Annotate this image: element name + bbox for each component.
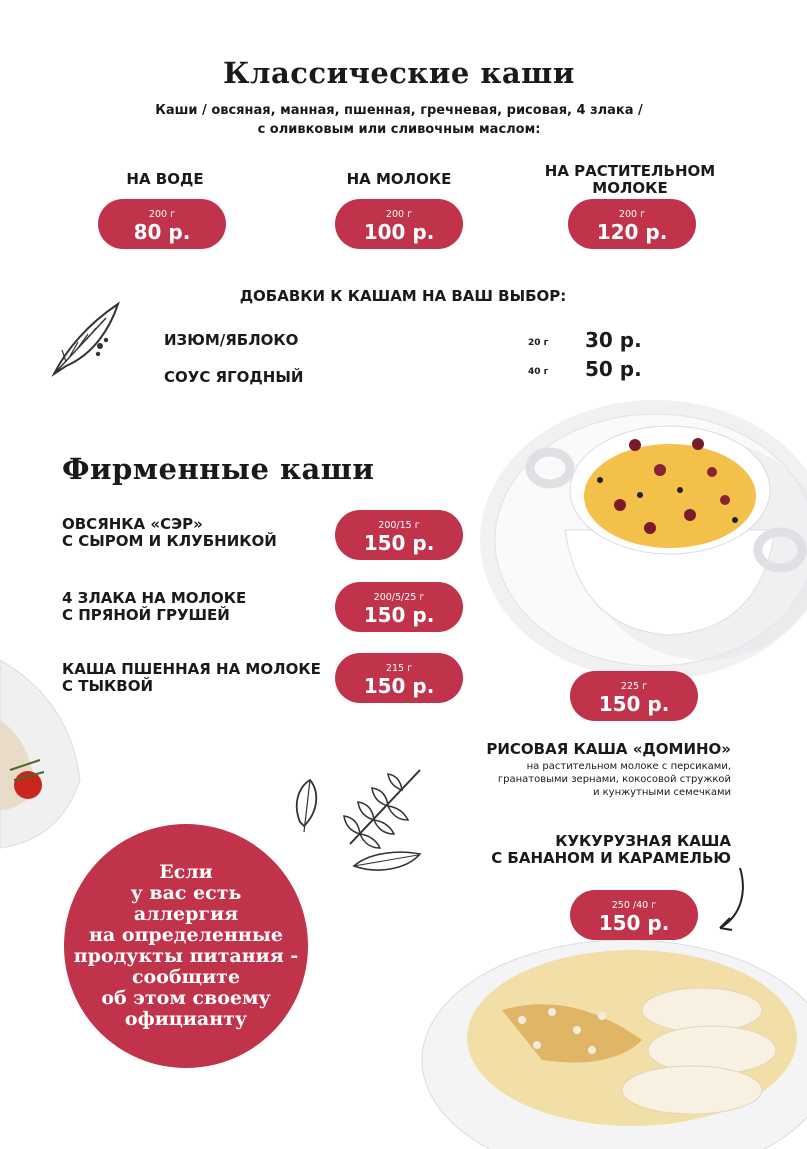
allergy-line: об этом своему — [101, 987, 271, 1009]
signature-title: Фирменные каши — [62, 452, 375, 486]
price-pill-4-grains — [335, 582, 463, 632]
price-pill-price: 150 р. — [363, 531, 435, 555]
signature-item-name-line2: С ПРЯНОЙ ГРУШЕЙ — [62, 606, 230, 624]
addon-price: 50 р. — [585, 357, 642, 381]
price-pill-millet — [335, 653, 463, 703]
price-pill-price: 150 р. — [598, 911, 670, 935]
signature-item-name-line1: ОВСЯНКА «СЭР» — [62, 515, 203, 533]
price-pill-price: 80 р. — [133, 220, 191, 244]
corn-porridge-name — [491, 833, 731, 867]
rice-domino-desc-line2: гранатовыми зернами, кокосовой стружкой — [497, 774, 731, 785]
price-pill-weight: 250 /40 г — [611, 900, 657, 911]
allergy-line: Если — [159, 861, 213, 883]
addon-name: СОУС ЯГОДНЫЙ — [164, 368, 304, 386]
signature-item-name-line1: КАША ПШЕННАЯ НА МОЛОКЕ — [62, 660, 321, 678]
addon-weight: 40 г — [528, 367, 549, 377]
signature-item-name-line2: С ТЫКВОЙ — [62, 677, 154, 695]
corn-porridge-name-line1: КУКУРУЗНАЯ КАША — [555, 832, 731, 850]
signature-item-name — [62, 590, 246, 624]
corn-porridge-name-line2: С БАНАНОМ И КАРАМЕЛЬЮ — [491, 849, 731, 867]
signature-item-name-line2: С СЫРОМ И КЛУБНИКОЙ — [62, 532, 277, 550]
price-pill-weight: 200 г — [385, 209, 413, 220]
addon-weight: 20 г — [528, 338, 549, 348]
allergy-notice — [64, 824, 308, 1068]
price-pill-price: 150 р. — [598, 692, 670, 716]
option-milk-label: НА МОЛОКЕ — [346, 170, 452, 188]
price-pill-price: 100 р. — [363, 220, 435, 244]
addon-name: ИЗЮМ/ЯБЛОКО — [164, 331, 299, 349]
side-plate-photo — [0, 660, 82, 850]
rice-domino-description — [498, 760, 731, 799]
rice-domino-name: РИСОВАЯ КАША «ДОМИНО» — [486, 740, 731, 758]
allergy-line: на определенные — [89, 924, 283, 946]
price-pill-weight: 200 г — [618, 209, 646, 220]
classic-title: Классические каши — [223, 56, 575, 90]
rice-domino-desc-line3: и кунжутными семечками — [592, 787, 731, 798]
option-plant-milk-label — [530, 163, 730, 197]
price-pill-rice-domino — [570, 671, 698, 721]
signature-item-name-line1: 4 ЗЛАКА НА МОЛОКЕ — [62, 589, 247, 607]
allergy-line: официанту — [124, 1008, 248, 1030]
rice-porridge-photo — [480, 400, 807, 700]
allergy-line: сообщите — [131, 966, 241, 988]
option-water-label: НА ВОДЕ — [126, 170, 204, 188]
signature-item-name — [62, 516, 277, 550]
leaf-icon — [48, 300, 124, 380]
price-pill-plant-milk — [568, 199, 696, 249]
price-pill-weight: 215 г — [385, 663, 413, 674]
rice-domino-desc-line1: на растительном молоке с персиками, — [526, 761, 731, 772]
price-pill-price: 120 р. — [596, 220, 668, 244]
leaf-cluster-icon — [290, 762, 430, 880]
classic-subtitle-line1: Каши / овсяная, манная, пшенная, гречневая, рисовая, 4 злака / — [155, 103, 643, 118]
price-pill-corn — [570, 890, 698, 940]
option-plant-milk-label-line2: МОЛОКЕ — [592, 179, 668, 197]
price-pill-weight: 225 г — [620, 681, 648, 692]
price-pill-weight: 200/5/25 г — [373, 592, 425, 603]
corn-porridge-photo — [412, 920, 807, 1149]
signature-item-name — [62, 661, 321, 695]
price-pill-water — [98, 199, 226, 249]
allergy-line: аллергия — [133, 903, 239, 925]
price-pill-oat-sir — [335, 510, 463, 560]
classic-subtitle — [0, 101, 798, 139]
allergy-line: у вас есть — [130, 882, 242, 904]
allergy-line: продукты питания - — [73, 945, 299, 967]
classic-subtitle-line2: с оливковым или сливочным маслом: — [257, 122, 541, 137]
price-pill-price: 150 р. — [363, 674, 435, 698]
price-pill-weight: 200 г — [148, 209, 176, 220]
option-plant-milk-label-line1: НА РАСТИТЕЛЬНОМ — [544, 162, 716, 180]
addons-title: ДОБАВКИ К КАШАМ НА ВАШ ВЫБОР: — [239, 287, 567, 305]
price-pill-weight: 200/15 г — [378, 520, 420, 531]
price-pill-price: 150 р. — [363, 603, 435, 627]
price-pill-milk — [335, 199, 463, 249]
addon-price: 30 р. — [585, 328, 642, 352]
